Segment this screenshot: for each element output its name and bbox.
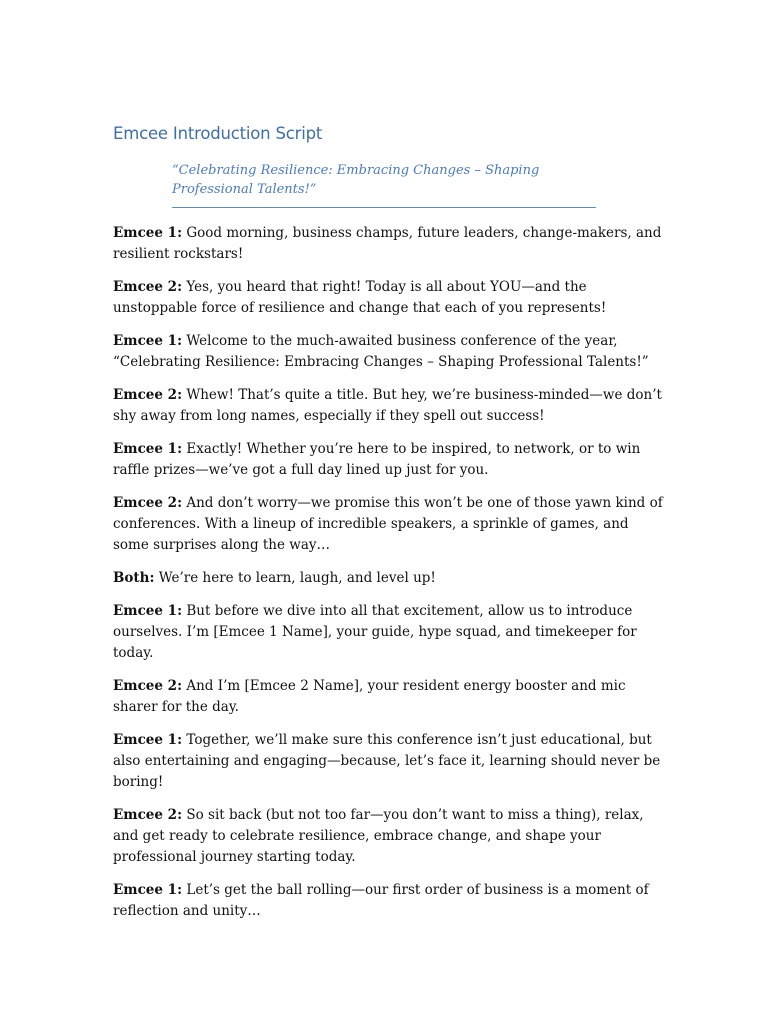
speaker-label: Emcee 1:: [113, 333, 183, 349]
script-line: [113, 880, 665, 922]
script-line: [113, 439, 665, 481]
speaker-label: Emcee 1:: [113, 732, 183, 748]
speaker-label: Emcee 1:: [113, 882, 183, 898]
line-text: So sit back (but not too far—you don’t want to miss a thing), relax, and get ready to celebrate resilience, embrace change, and shape your professional journey starting today.: [113, 807, 644, 865]
script-line: [113, 601, 665, 664]
line-text: But before we dive into all that excitement, allow us to introduce ourselves. I’m [Emcee 1 Name], your guide, hype squad, and timekeeper for today.: [113, 603, 637, 661]
line-text: Good morning, business champs, future leaders, change-makers, and resilient rockstars!: [113, 225, 662, 262]
line-text: And I’m [Emcee 2 Name], your resident energy booster and mic sharer for the day.: [113, 678, 626, 715]
speaker-label: Emcee 1:: [113, 225, 183, 241]
script-line: [113, 676, 665, 718]
line-text: We’re here to learn, laugh, and level up!: [158, 570, 436, 586]
speaker-label: Emcee 2:: [113, 678, 183, 694]
speaker-label: Emcee 2:: [113, 495, 183, 511]
line-text: Exactly! Whether you’re here to be inspired, to network, or to win raffle prizes—we’ve got a full day lined up just for you.: [113, 441, 641, 478]
line-text: Let’s get the ball rolling—our first order of business is a moment of reflection and unity…: [113, 882, 649, 919]
script-line: [113, 730, 665, 793]
line-text: Together, we’ll make sure this conference isn’t just educational, but also entertaining and engaging—because, let’s face it, learning should never be boring!: [113, 732, 661, 790]
speaker-label: Emcee 2:: [113, 279, 183, 295]
speaker-label: Emcee 1:: [113, 441, 183, 457]
quote-block: [172, 161, 596, 208]
conference-title-quote: “Celebrating Resilience: Embracing Changes – Shaping Professional Talents!”: [172, 163, 540, 197]
document-title: Emcee Introduction Script: [113, 124, 323, 143]
script-body: [113, 223, 665, 934]
line-text: Yes, you heard that right! Today is all about YOU—and the unstoppable force of resilience and change that each of you represents!: [113, 279, 607, 316]
speaker-label: Both:: [113, 570, 155, 586]
script-line: [113, 385, 665, 427]
line-text: Whew! That’s quite a title. But hey, we’re business-minded—we don’t shy away from long names, especially if they spell out success!: [113, 387, 662, 424]
script-line: [113, 331, 665, 373]
line-text: Welcome to the much-awaited business conference of the year, “Celebrating Resilience: Embracing Changes – Shaping Professional Talents!”: [113, 333, 649, 370]
script-line: [113, 493, 665, 556]
script-line: [113, 805, 665, 868]
speaker-label: Emcee 2:: [113, 387, 183, 403]
speaker-label: Emcee 2:: [113, 807, 183, 823]
speaker-label: Emcee 1:: [113, 603, 183, 619]
line-text: And don’t worry—we promise this won’t be one of those yawn kind of conferences. With a lineup of incredible speakers, a sprinkle of games, and some surprises along the way…: [113, 495, 663, 553]
script-line: [113, 568, 665, 589]
script-line: [113, 223, 665, 265]
script-line: [113, 277, 665, 319]
